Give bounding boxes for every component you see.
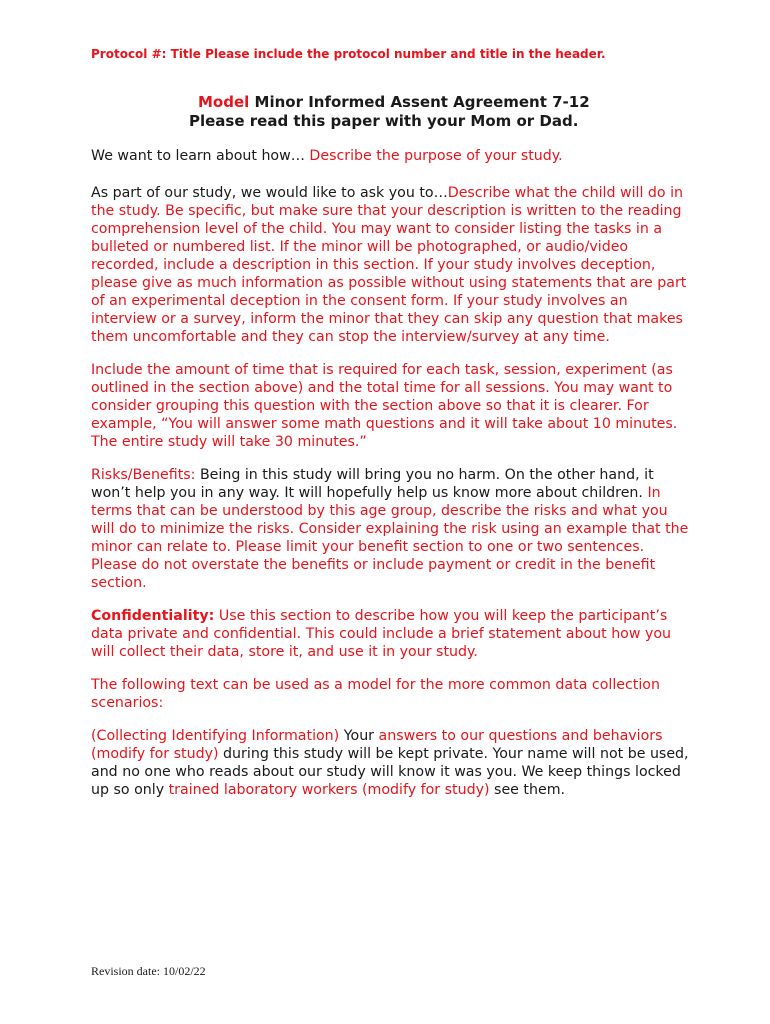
- document-body: [91, 147, 691, 814]
- identifying-paragraph: [91, 727, 691, 799]
- identifying-middle: during this study will be kept private. Your name will not be used, and no one who reads about our study will know it was you. We keep things locked up so only: [91, 746, 689, 798]
- title-line-1: [198, 93, 590, 111]
- confidentiality-paragraph: [91, 607, 691, 661]
- purpose-lead: We want to learn about how…: [91, 148, 310, 164]
- tasks-paragraph: [91, 184, 691, 346]
- tasks-instruction: Describe what the child will do in the study. Be specific, but make sure that your description is written to the reading comprehension level of the child. You may want to consider listing the tasks in a bulleted or numbered list. If the minor will be photographed, or audio/video recorded, include a description in this section. If your study involves deception, please give as much information as possible without using statements that are part of an experimental deception in the consent form. If your study involves an interview or a survey, inform the minor that they can skip any question that makes them uncomfortable and they can stop the interview/survey at any time.: [91, 185, 687, 345]
- title-model-word: Model: [198, 93, 250, 111]
- identifying-your: Your: [339, 728, 379, 744]
- confidentiality-instruction: Use this section to describe how you will keep the participant’s data private and confidential. This could include a brief statement about how you will collect their data, store it, and use it in your study.: [91, 608, 672, 660]
- tasks-lead: As part of our study, we would like to ask you to…: [91, 185, 448, 201]
- identifying-workers: trained laboratory workers (modify for study): [168, 782, 490, 798]
- time-paragraph: Include the amount of time that is required for each task, session, experiment (as outlined in the section above) and the total time for all sessions. You may want to consider grouping this question with the section above so that it is clearer. For example, “You will answer some math questions and it will take about 10 minutes. The entire study will take 30 minutes.”: [91, 362, 678, 450]
- identifying-tag: (Collecting Identifying Information): [91, 728, 340, 744]
- title-line-2: Please read this paper with your Mom or Dad.: [189, 112, 579, 130]
- identifying-answers: answers to our questions and behaviors (modify for study): [91, 728, 663, 762]
- revision-date: Revision date: 10/02/22: [91, 964, 206, 978]
- purpose-paragraph: [91, 147, 691, 165]
- risks-instruction: In terms that can be understood by this age group, describe the risks and what you will do to minimize the risks. Consider explaining the risk using an example that the minor can relate to. Please limit your benefit section to one or two sentences. Please do not overstate the benefits or include payment or credit in the benefit section.: [91, 485, 689, 591]
- title-main: Minor Informed Assent Agreement 7-12: [249, 93, 590, 111]
- page-header: Protocol #: Title Please include the protocol number and title in the header.: [91, 47, 606, 61]
- risks-paragraph: [91, 466, 691, 592]
- confidentiality-label: Confidentiality:: [91, 608, 215, 624]
- risks-text: Being in this study will bring you no harm. On the other hand, it won’t help you in any way. It will hopefully help us know more about children.: [91, 467, 654, 501]
- purpose-instruction: Describe the purpose of your study.: [309, 148, 563, 164]
- identifying-end: see them.: [489, 782, 566, 798]
- model-text-intro: The following text can be used as a model for the more common data collection scenarios:: [91, 677, 660, 711]
- risks-label: Risks/Benefits:: [91, 467, 196, 483]
